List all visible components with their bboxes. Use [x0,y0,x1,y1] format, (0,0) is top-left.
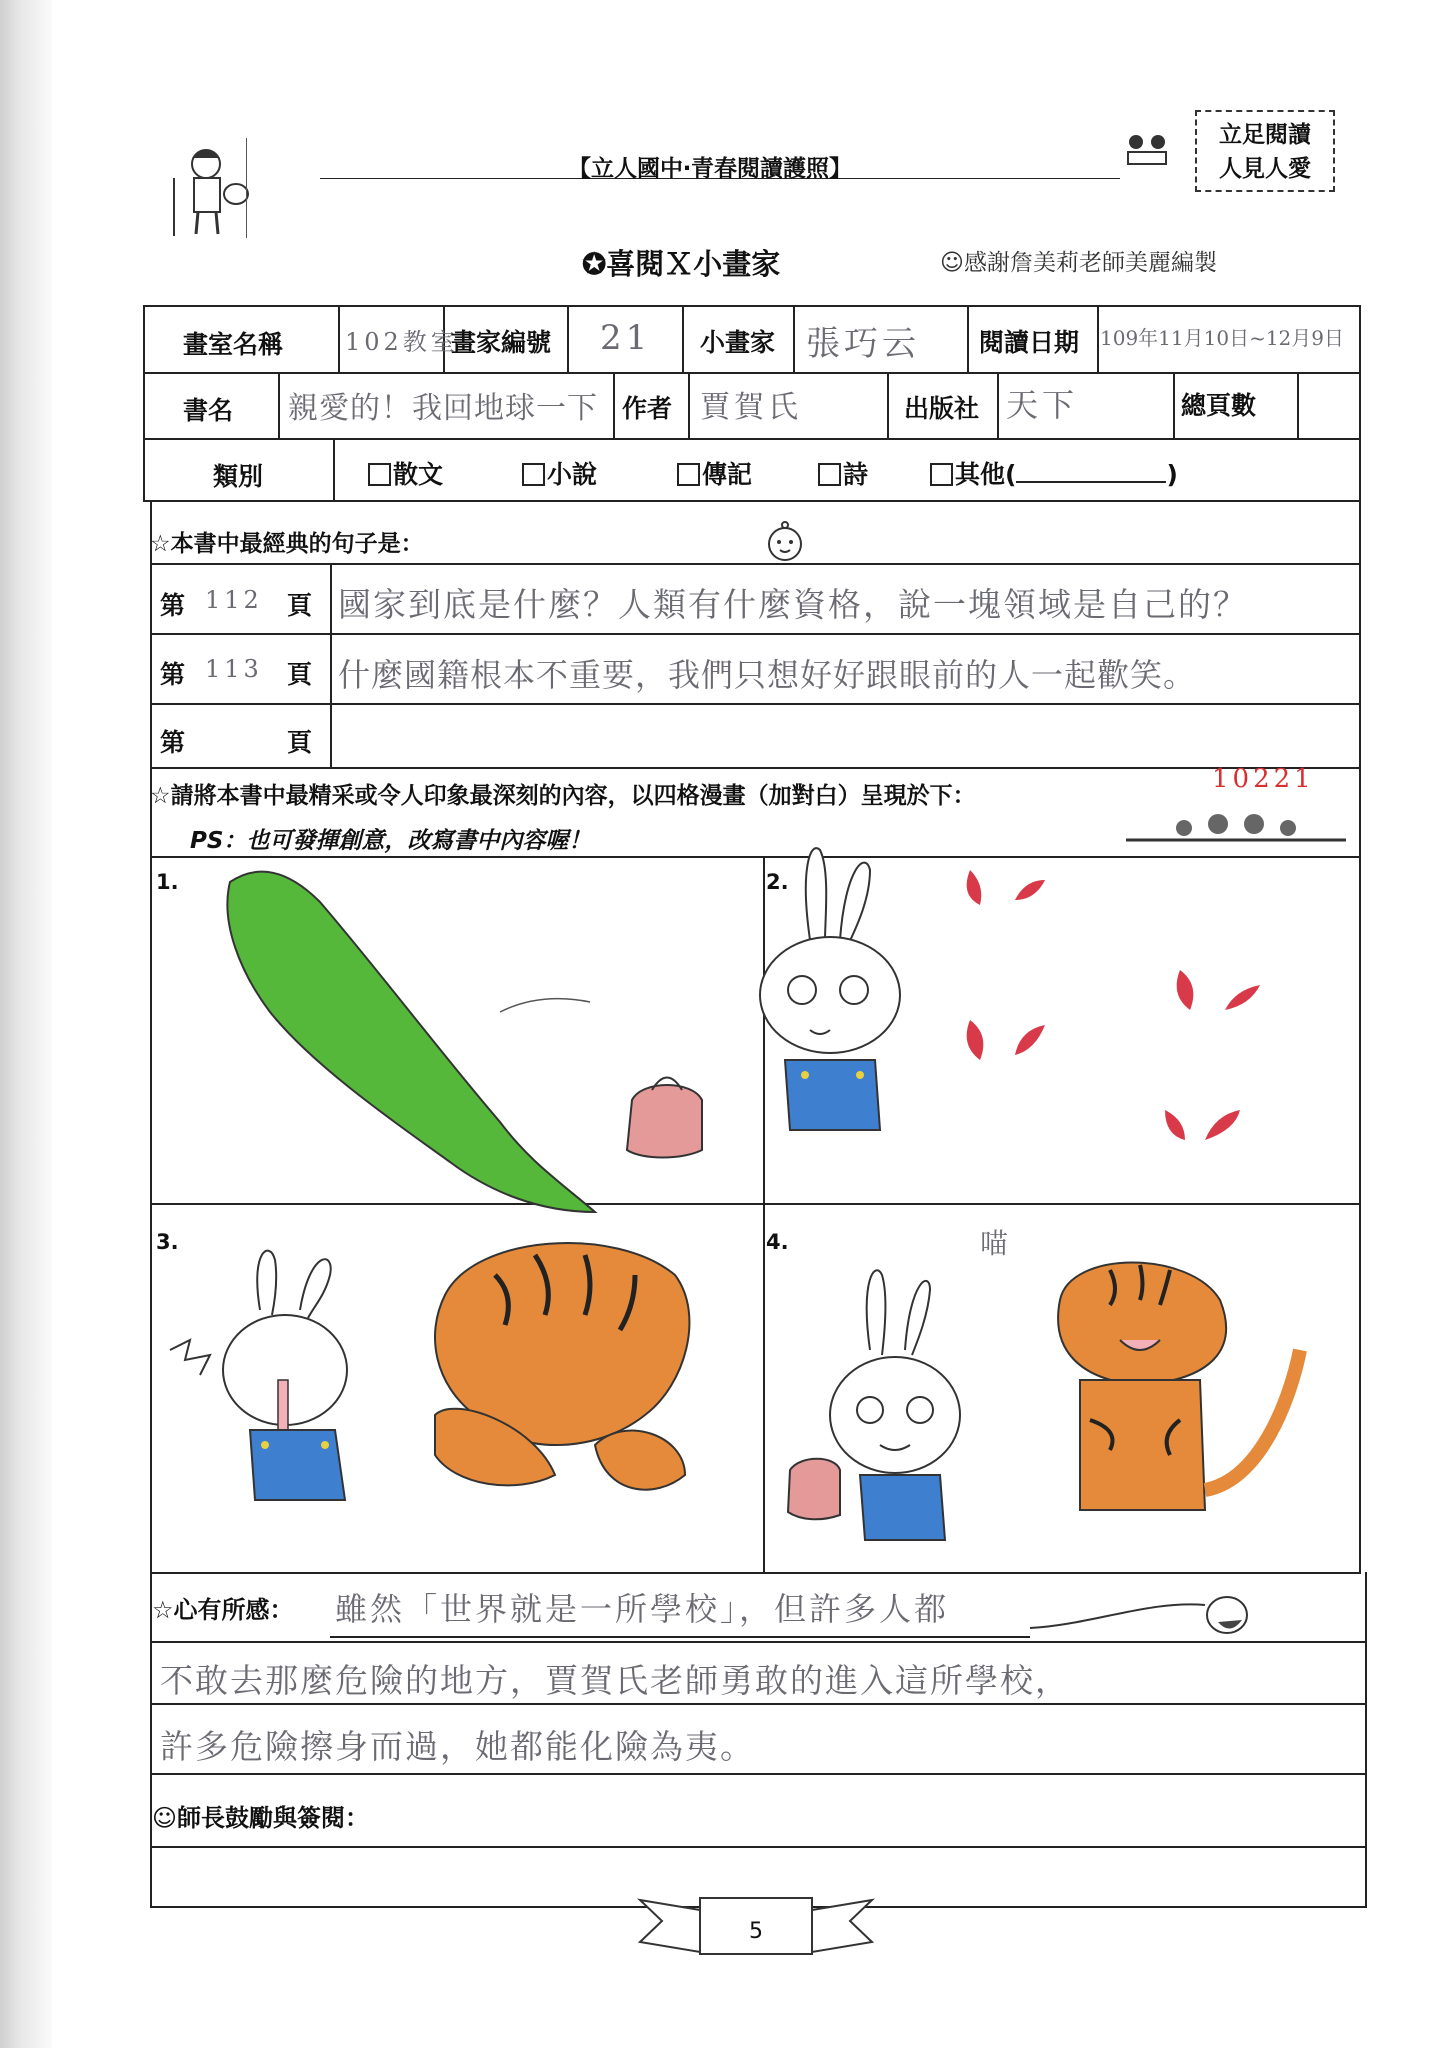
angry-tiger-drawing [415,1215,715,1515]
category-biography[interactable]: 傳記 [677,455,752,491]
red-eyes-drawing [950,860,1290,1160]
checkbox-icon[interactable] [930,463,953,486]
motto-badge [1195,110,1335,192]
author-value: 賈賀氏 [700,390,802,425]
author-label: 作者 [622,394,673,423]
motto-line-1: 立足閱讀 [1219,122,1311,148]
panel-2-number: 2. [766,870,789,894]
mouse-icon [1030,1580,1260,1640]
quotes-heading: ☆本書中最經典的句子是： [150,531,424,557]
panel-1-number: 1. [156,870,179,894]
category-other[interactable]: 其他( ) [930,455,1178,491]
comic-ps: PS：也可發揮創意，改寫書中內容喔！ [190,828,592,854]
category-poetry[interactable]: 詩 [818,455,868,491]
page-suffix: 頁 [287,591,313,620]
reflection-heading: ☆心有所感： [152,1596,294,1624]
quote-page: 112 [205,586,263,614]
painter-no-label: 畫家編號 [451,328,552,357]
page-prefix: 第 [160,591,186,620]
scared-rabbit-drawing [160,1230,410,1530]
panel-4-sound: 喵 [980,1227,1009,1260]
checkbox-icon[interactable] [818,463,841,486]
comic-heading: ☆請將本書中最精采或令人印象最深刻的內容，以四格漫畫（加對白）呈現於下： [150,783,976,809]
quote-text: 什麼國籍根本不重要，我們只想好好跟眼前的人一起歡笑。 [338,656,1197,694]
header-divider [246,138,247,238]
doodle-face-icon [762,520,808,562]
page-number: 5 [749,1919,763,1944]
studio-value: 102教室 [345,328,459,356]
activity-title: ✪喜閱Ｘ小畫家 [582,247,781,281]
motto-line-2: 人見人愛 [1219,156,1311,182]
rabbit-with-glasses-drawing [720,830,910,1170]
page-suffix: 頁 [287,660,313,689]
quote-text: 國家到底是什麼？人類有什麼資格，說一塊領域是自己的？ [338,585,1248,624]
quote-page: 113 [205,655,263,683]
children-reading-icon [1122,130,1172,176]
checkbox-icon[interactable] [368,463,391,486]
reflection-line-2: 不敢去那麼危險的地方，賈賀氏老師勇敢的進入這所學校， [160,1661,1070,1700]
taiwan-island-drawing [200,862,620,1232]
panel-3-number: 3. [156,1230,179,1254]
total-pages-label: 總頁數 [1181,391,1257,420]
school-title: 【立人國中‧青春閱讀護照】 [568,156,853,182]
luggage-bag-drawing [612,1060,722,1170]
happy-rabbit-drawing [780,1250,1030,1550]
publisher-value: 天下 [1006,386,1079,424]
reading-date-value: 109年11月10日~12月9日 [1100,326,1345,350]
page-suffix: 頁 [287,728,313,757]
reader-mascot-illustration [168,138,254,238]
painter-label: 小畫家 [700,328,776,357]
teacher-mark: 10221 [1212,764,1315,794]
checkbox-icon[interactable] [677,463,700,486]
smiling-tiger-drawing [1040,1240,1320,1530]
checkbox-icon[interactable] [522,463,545,486]
category-prose[interactable]: 散文 [368,455,443,491]
publisher-label: 出版社 [904,394,980,423]
panel-4-number: 4. [766,1230,789,1254]
book-label: 書名 [183,396,234,425]
reflection-line-1: 雖然「世界就是一所學校」，但許多人都 [335,1590,950,1628]
scan-edge [0,0,52,2048]
page-prefix: 第 [160,660,186,689]
teacher-heading: ☺師長鼓勵與簽閱： [152,1804,370,1832]
page-prefix: 第 [160,728,186,757]
reading-date-label: 閱讀日期 [979,328,1080,357]
reflection-line-3: 許多危險擦身而過，她都能化險為夷。 [160,1727,755,1766]
category-novel[interactable]: 小說 [522,455,597,491]
painter-value: 張巧云 [806,324,920,364]
book-value: 親愛的！我回地球一下 [288,391,598,426]
credit-line: ☺感謝詹美莉老師美麗編製 [940,250,1217,276]
mice-row-illustration [1126,800,1346,846]
category-label: 類別 [213,462,264,491]
painter-no-value: 21 [600,318,652,358]
studio-label: 畫室名稱 [183,330,284,359]
